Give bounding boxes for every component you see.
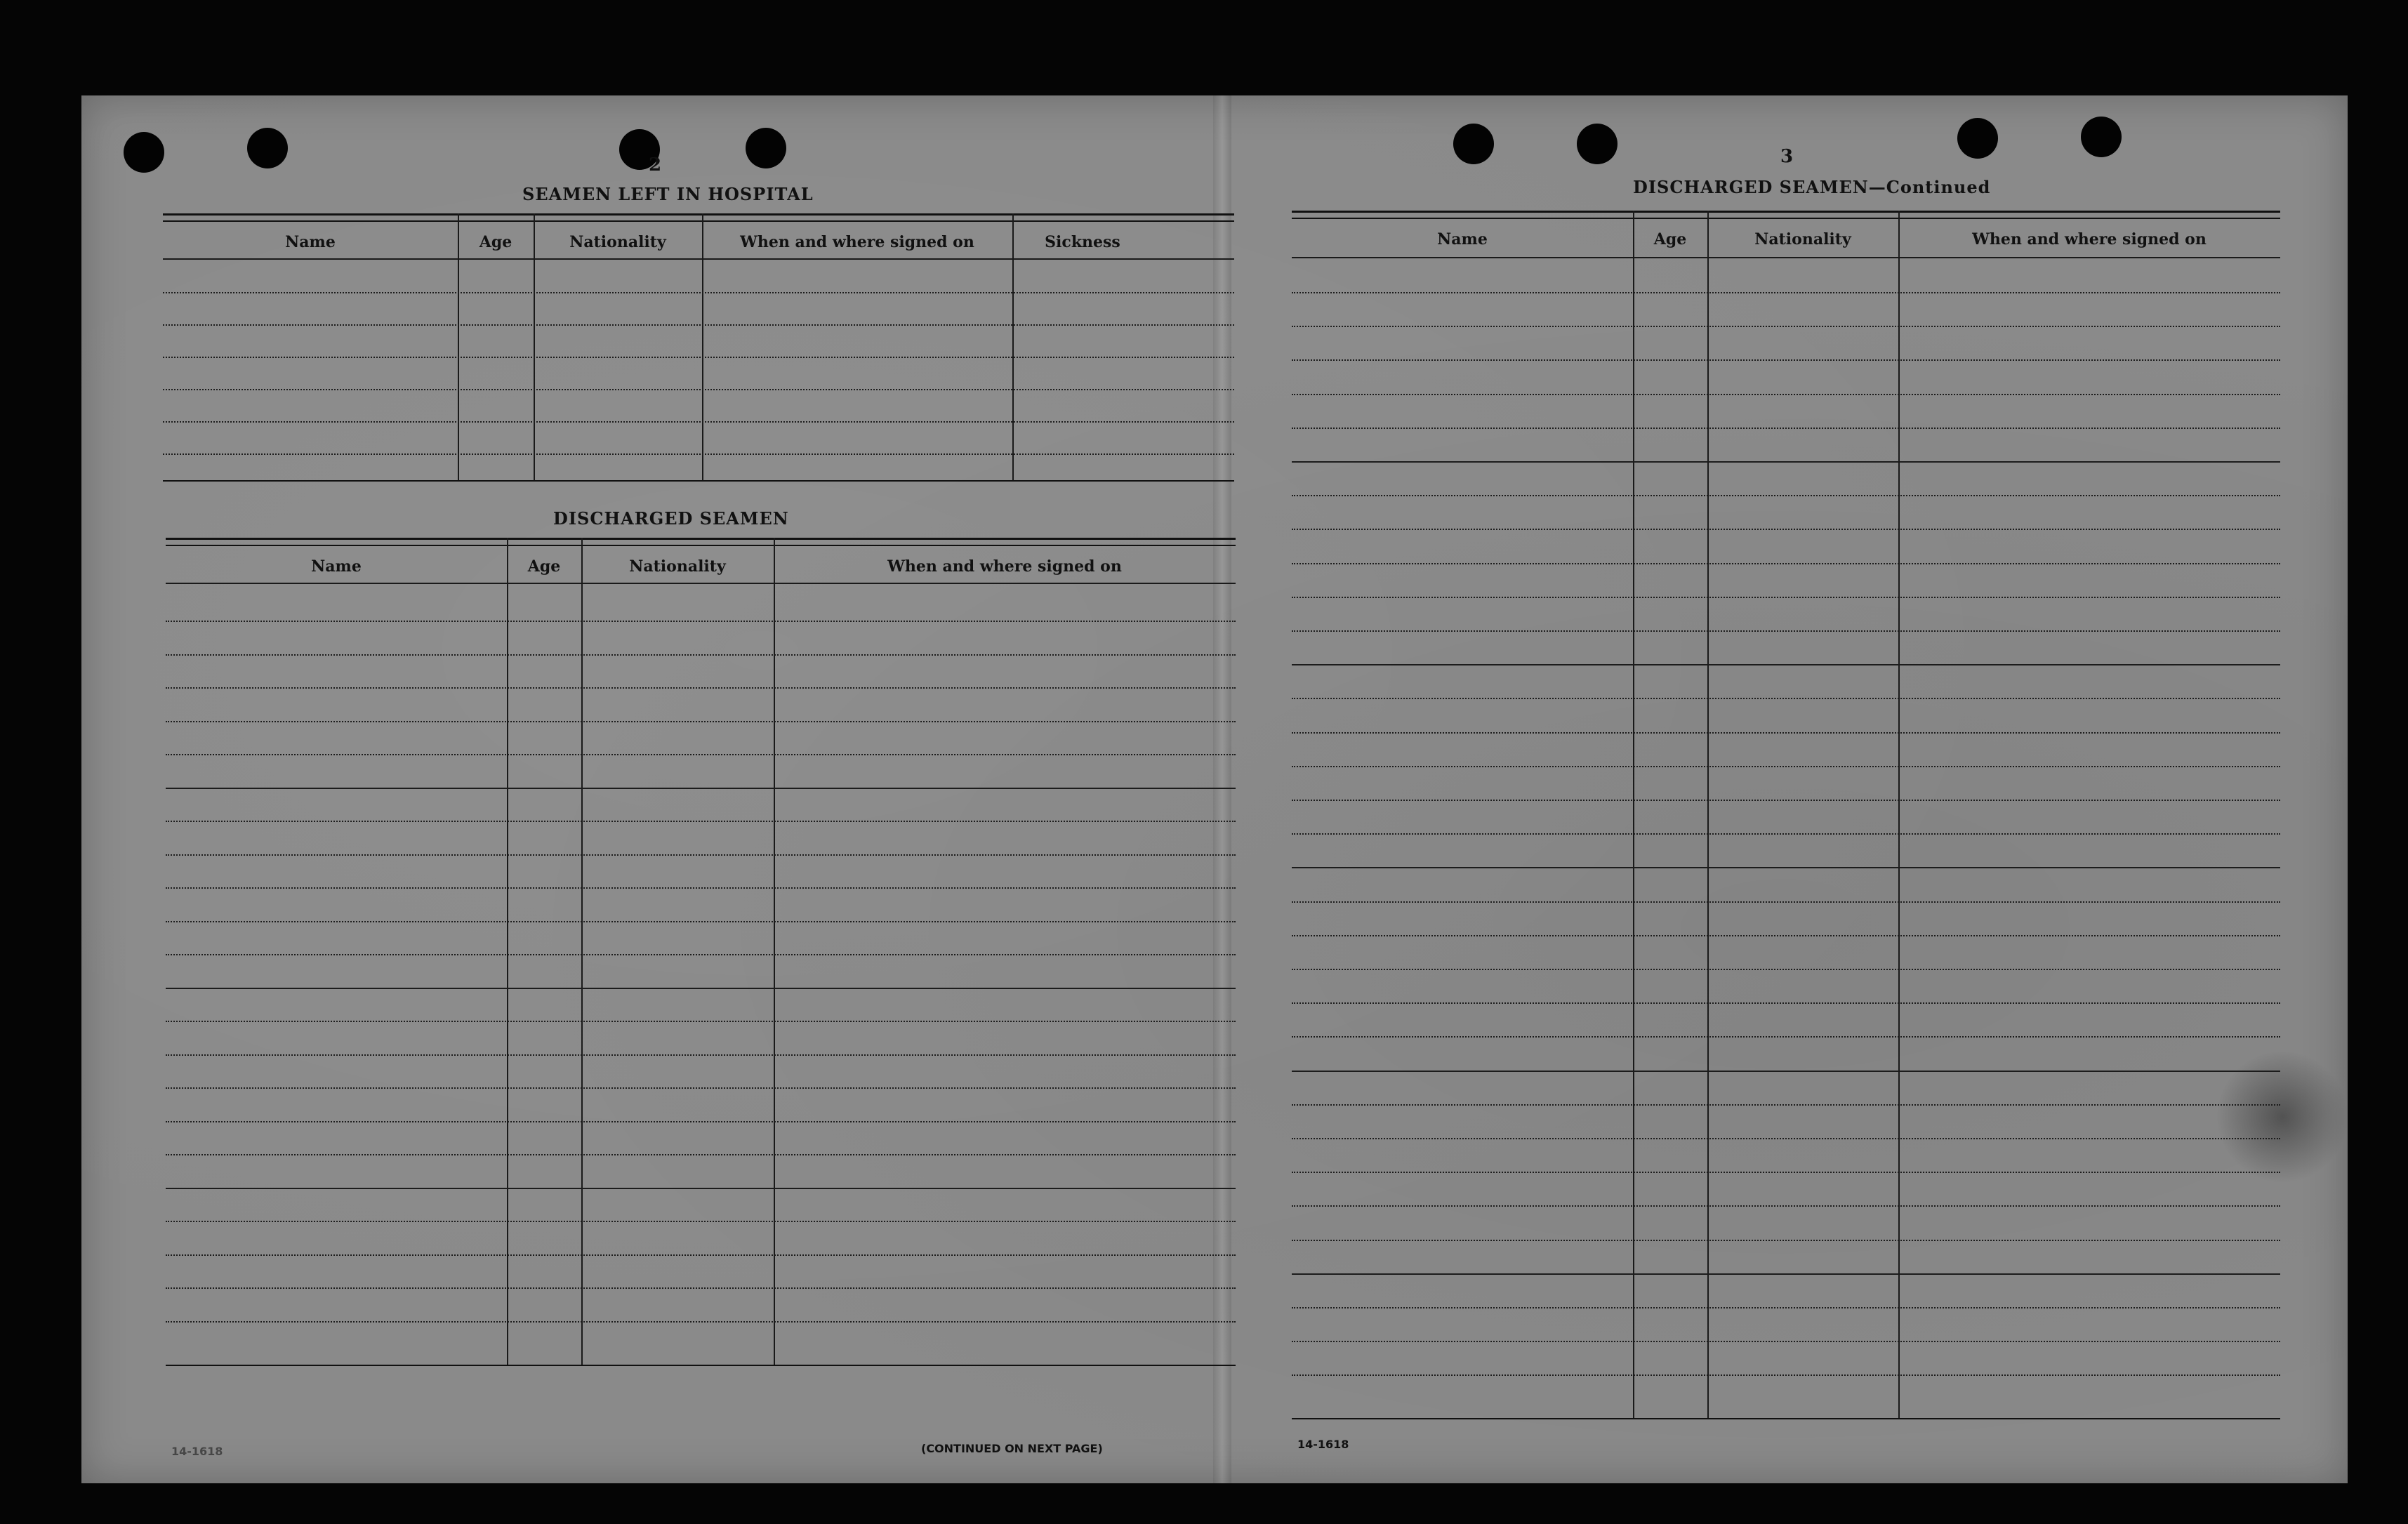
header-double-rule xyxy=(163,213,1234,222)
ledger-row-line xyxy=(1292,698,2280,699)
binder-hole xyxy=(124,132,164,173)
col-header-signed-on: When and where signed on xyxy=(740,233,974,251)
ledger-bottom-rule xyxy=(166,1365,1236,1366)
ledger-row-line xyxy=(1292,326,2280,327)
ledger-row-line xyxy=(1292,1104,2280,1106)
column-divider xyxy=(1012,213,1014,480)
col-header-nationality: Nationality xyxy=(569,233,666,251)
ledger-row-line xyxy=(1292,597,2280,598)
ledger-row-line xyxy=(166,1287,1236,1289)
discharged-continued-ledger xyxy=(1292,211,2280,1418)
ledger-row-line xyxy=(1292,1205,2280,1207)
discharged-ledger xyxy=(166,538,1236,1408)
ledger-row-line xyxy=(1292,732,2280,734)
ledger-row-line xyxy=(163,324,1234,326)
left-page-number: 2 xyxy=(649,154,662,175)
ledger-row-line xyxy=(1292,766,2280,767)
col-header-nationality: Nationality xyxy=(1754,230,1851,249)
discharged-continued-title: DISCHARGED SEAMEN—Continued xyxy=(1633,177,1991,197)
col-header-name: Name xyxy=(311,557,362,576)
ledger-row-line xyxy=(166,754,1236,755)
ledger-row-line xyxy=(1292,901,2280,903)
ledger-row-line xyxy=(1292,428,2280,429)
discharged-section-title: DISCHARGED SEAMEN xyxy=(553,508,789,529)
ledger-row-line xyxy=(166,1087,1236,1089)
ledger-row-line xyxy=(163,453,1234,455)
ledger-row-line xyxy=(1292,1273,2280,1275)
ledger-row-line xyxy=(166,1121,1236,1122)
ledger-sheet xyxy=(81,95,2348,1483)
col-header-name: Name xyxy=(285,233,336,251)
ledger-row-line xyxy=(166,1188,1236,1189)
col-header-age: Age xyxy=(527,557,561,576)
right-page-number: 3 xyxy=(1780,146,1794,167)
column-divider xyxy=(581,538,583,1365)
header-bottom-rule xyxy=(163,258,1234,260)
column-divider xyxy=(1707,211,1709,1419)
binder-hole xyxy=(1577,124,1618,164)
header-bottom-rule xyxy=(1292,257,2280,258)
ledger-row-line xyxy=(1292,800,2280,801)
right-form-number: 14-1618 xyxy=(1297,1438,1349,1451)
ledger-row-line xyxy=(1292,1036,2280,1038)
binder-hole xyxy=(247,128,288,168)
ledger-row-line xyxy=(166,721,1236,722)
col-header-age: Age xyxy=(479,233,512,251)
ledger-row-line xyxy=(1292,1341,2280,1342)
ledger-row-line xyxy=(1292,935,2280,936)
ledger-row-line xyxy=(1292,630,2280,632)
ledger-row-line xyxy=(163,421,1234,423)
column-divider xyxy=(702,213,703,480)
ledger-row-line xyxy=(163,357,1234,358)
binder-hole xyxy=(1453,124,1494,164)
ledger-row-line xyxy=(1292,563,2280,564)
ledger-row-line xyxy=(1292,495,2280,496)
ledger-row-line xyxy=(1292,1172,2280,1173)
ledger-row-line xyxy=(1292,529,2280,530)
binder-hole xyxy=(2081,117,2122,157)
ledger-row-line xyxy=(1292,833,2280,835)
ledger-row-line xyxy=(166,1054,1236,1056)
left-form-number: 14-1618 xyxy=(171,1445,223,1458)
col-header-age: Age xyxy=(1653,230,1687,249)
ledger-row-line xyxy=(1292,461,2280,463)
ledger-bottom-rule xyxy=(1292,1418,2280,1419)
ledger-row-line xyxy=(1292,867,2280,868)
binder-hole xyxy=(1957,118,1998,159)
ledger-row-line xyxy=(166,921,1236,922)
ledger-row-line xyxy=(166,788,1236,789)
binder-hole xyxy=(746,128,786,168)
column-divider xyxy=(1898,211,1900,1419)
header-double-rule xyxy=(166,538,1236,546)
ledger-row-line xyxy=(1292,394,2280,395)
column-divider xyxy=(534,213,535,480)
ledger-row-line xyxy=(166,954,1236,955)
ledger-row-line xyxy=(166,1321,1236,1323)
col-header-signed-on: When and where signed on xyxy=(887,557,1122,576)
ledger-row-line xyxy=(1292,1374,2280,1376)
ledger-row-line xyxy=(1292,664,2280,665)
ledger-row-line xyxy=(166,621,1236,622)
ledger-row-line xyxy=(166,821,1236,822)
ledger-row-line xyxy=(166,1154,1236,1155)
column-divider xyxy=(507,538,508,1365)
ledger-row-line xyxy=(166,687,1236,689)
hospital-section-title: SEAMEN LEFT IN HOSPITAL xyxy=(522,184,814,204)
header-double-rule xyxy=(1292,211,2280,219)
column-divider xyxy=(1633,211,1634,1419)
ledger-row-line xyxy=(163,389,1234,390)
ledger-row-line xyxy=(166,1221,1236,1222)
ledger-row-line xyxy=(1292,1240,2280,1241)
col-header-name: Name xyxy=(1437,230,1488,249)
ledger-row-line xyxy=(1292,1307,2280,1308)
header-bottom-rule xyxy=(166,583,1236,584)
col-header-sickness: Sickness xyxy=(1045,233,1120,251)
col-header-nationality: Nationality xyxy=(629,557,726,576)
ledger-row-line xyxy=(163,292,1234,293)
ledger-row-line xyxy=(1292,1071,2280,1072)
ledger-row-line xyxy=(166,988,1236,989)
continued-note: (CONTINUED ON NEXT PAGE) xyxy=(921,1442,1103,1455)
ledger-row-line xyxy=(166,854,1236,856)
ledger-row-line xyxy=(166,887,1236,889)
hospital-ledger xyxy=(163,213,1234,590)
ledger-row-line xyxy=(166,654,1236,656)
ledger-row-line xyxy=(166,1254,1236,1256)
ledger-row-line xyxy=(1292,359,2280,361)
ledger-bottom-rule xyxy=(163,480,1234,482)
ledger-row-line xyxy=(166,1021,1236,1022)
col-header-signed-on: When and where signed on xyxy=(1972,230,2207,249)
ledger-row-line xyxy=(1292,1138,2280,1139)
ledger-row-line xyxy=(1292,969,2280,970)
ledger-row-line xyxy=(1292,1002,2280,1004)
ledger-row-line xyxy=(1292,292,2280,293)
column-divider xyxy=(774,538,775,1365)
column-divider xyxy=(458,213,459,480)
